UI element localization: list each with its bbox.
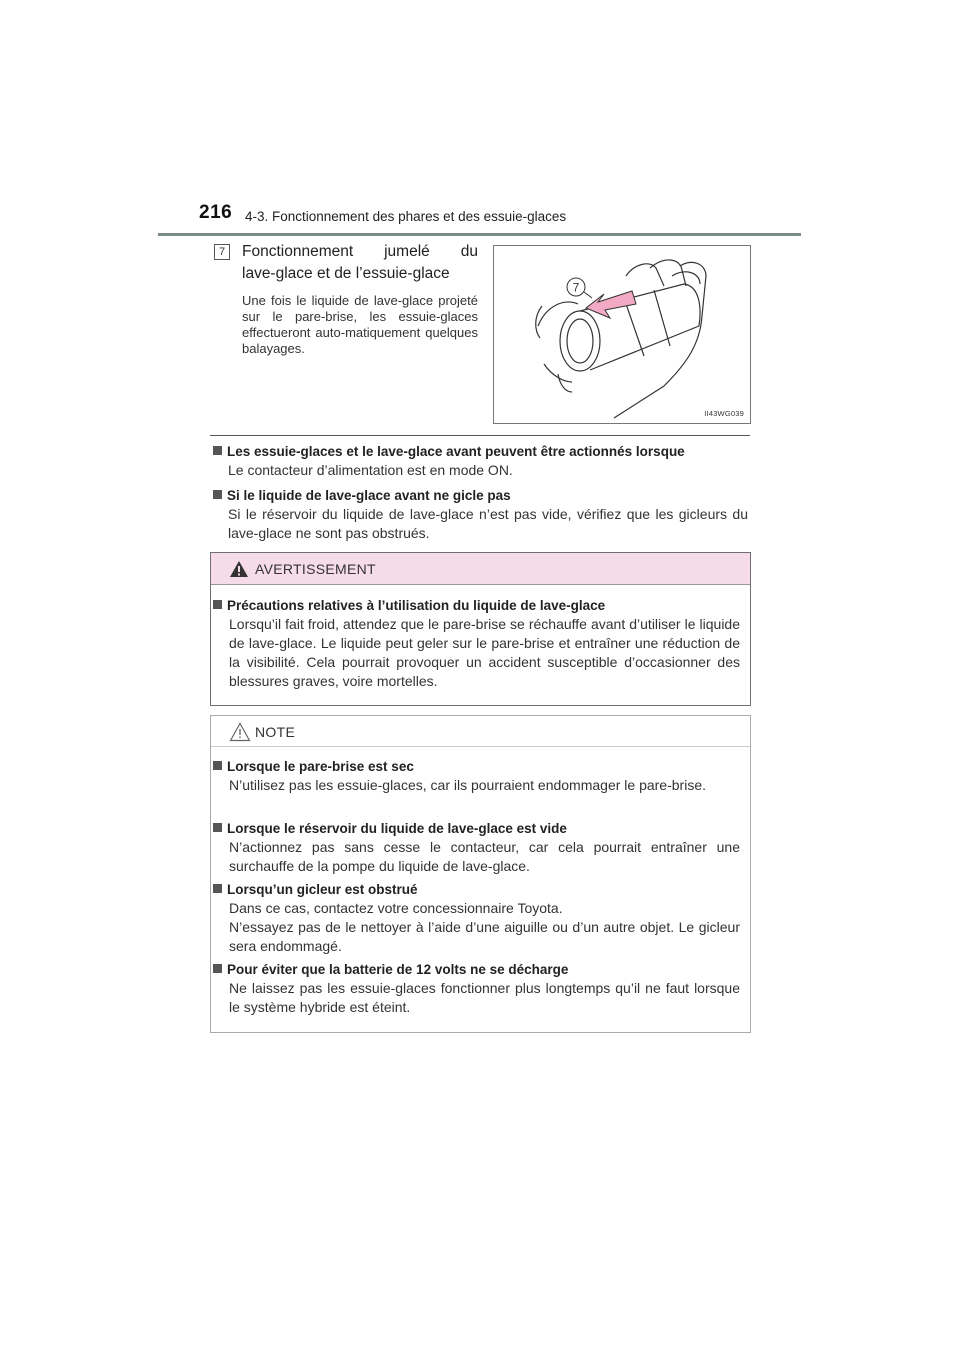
step-heading-line-2: lave-glace et de l’essuie-glace [242, 265, 450, 282]
header-rule [158, 233, 801, 236]
note-item [213, 820, 740, 876]
note-item-title: Pour éviter que la batterie de 12 volts ne se décharge [227, 962, 569, 977]
warning-body: Lorsqu’il fait froid, attendez que le pare-brise se réchauffe avant d’utiliser le liquide de lave-glace. Le liquide peut geler sur le pare-brise et entraîner une réduction de la visibilité. Cela pourrait provoquer un accident susceptible d’occasionner des blessures graves, voire mortelles. [229, 616, 740, 689]
note-label: NOTE [255, 724, 296, 740]
step-heading [242, 241, 478, 285]
note-item-title: Lorsqu’un gicleur est obstrué [227, 882, 418, 897]
note-item [213, 961, 740, 1017]
hand-lever-drawing [494, 246, 750, 423]
section-divider [210, 435, 750, 436]
note-item-body: Ne laissez pas les essuie-glaces fonctionner plus longtemps qu’il ne faut lorsque le système hybride est éteint. [229, 980, 740, 1015]
section-title: 4-3. Fonctionnement des phares et des essuie-glaces [245, 209, 567, 224]
info-note-title: Les essuie-glaces et le lave-glace avant peuvent être actionnés lorsque [227, 444, 685, 459]
note-box [210, 715, 751, 1033]
pull-arrow-icon [586, 291, 636, 318]
note-header [211, 716, 750, 747]
bullet-square-icon [213, 490, 222, 499]
page-number: 216 [199, 202, 233, 223]
bullet-square-icon [213, 761, 222, 770]
bullet-square-icon [213, 600, 222, 609]
bullet-square-icon [213, 823, 222, 832]
wiper-lever-illustration [493, 245, 751, 424]
info-note-2 [213, 487, 748, 543]
caution-triangle-icon [229, 722, 251, 742]
note-item [213, 758, 740, 795]
note-item-body: Dans ce cas, contactez votre concessionnaire Toyota. [229, 900, 563, 916]
note-item-title: Lorsque le pare-brise est sec [227, 759, 414, 774]
step-description: Une fois le liquide de lave-glace projeté sur le pare-brise, les essuie-glaces effectueront auto-matiquement quelques balayages. [242, 293, 478, 356]
callout-number: 7 [572, 280, 580, 295]
info-note-body: Si le réservoir du liquide de lave-glace n’est pas vide, vérifiez que les gicleurs du lave-glace ne sont pas obstrués. [228, 506, 748, 541]
bullet-square-icon [213, 964, 222, 973]
info-note-title: Si le liquide de lave-glace avant ne gicle pas [227, 488, 511, 503]
info-note-1 [213, 443, 748, 480]
note-item-body-2: N’essayez pas de le nettoyer à l’aide d’une aiguille ou d’un autre objet. Le gicleur sera endommagé. [229, 919, 740, 954]
bullet-square-icon [213, 446, 222, 455]
note-item-body: N’utilisez pas les essuie-glaces, car ils pourraient endommager le pare-brise. [229, 777, 706, 793]
step-heading-word-2: jumelé [384, 243, 430, 260]
warning-item [213, 597, 740, 691]
bullet-square-icon [213, 884, 222, 893]
warning-box [210, 552, 751, 706]
step-heading-word-1: Fonctionnement [242, 243, 354, 260]
figure-code: II43WG039 [704, 409, 744, 418]
warning-label: AVERTISSEMENT [255, 561, 376, 577]
note-item-body: N’actionnez pas sans cesse le contacteur, car cela pourrait entraîner une surchauffe de la pompe du liquide de lave-glace. [229, 839, 740, 874]
step-heading-word-3: du [460, 243, 478, 260]
warning-title: Précautions relatives à l’utilisation du liquide de lave-glace [227, 598, 606, 613]
note-item [213, 881, 740, 956]
warning-triangle-icon [229, 560, 249, 578]
info-note-body: Le contacteur d’alimentation est en mode ON. [228, 462, 513, 478]
step-marker: 7 [214, 244, 230, 260]
note-item-title: Lorsque le réservoir du liquide de lave-glace est vide [227, 821, 567, 836]
warning-header [211, 553, 750, 585]
